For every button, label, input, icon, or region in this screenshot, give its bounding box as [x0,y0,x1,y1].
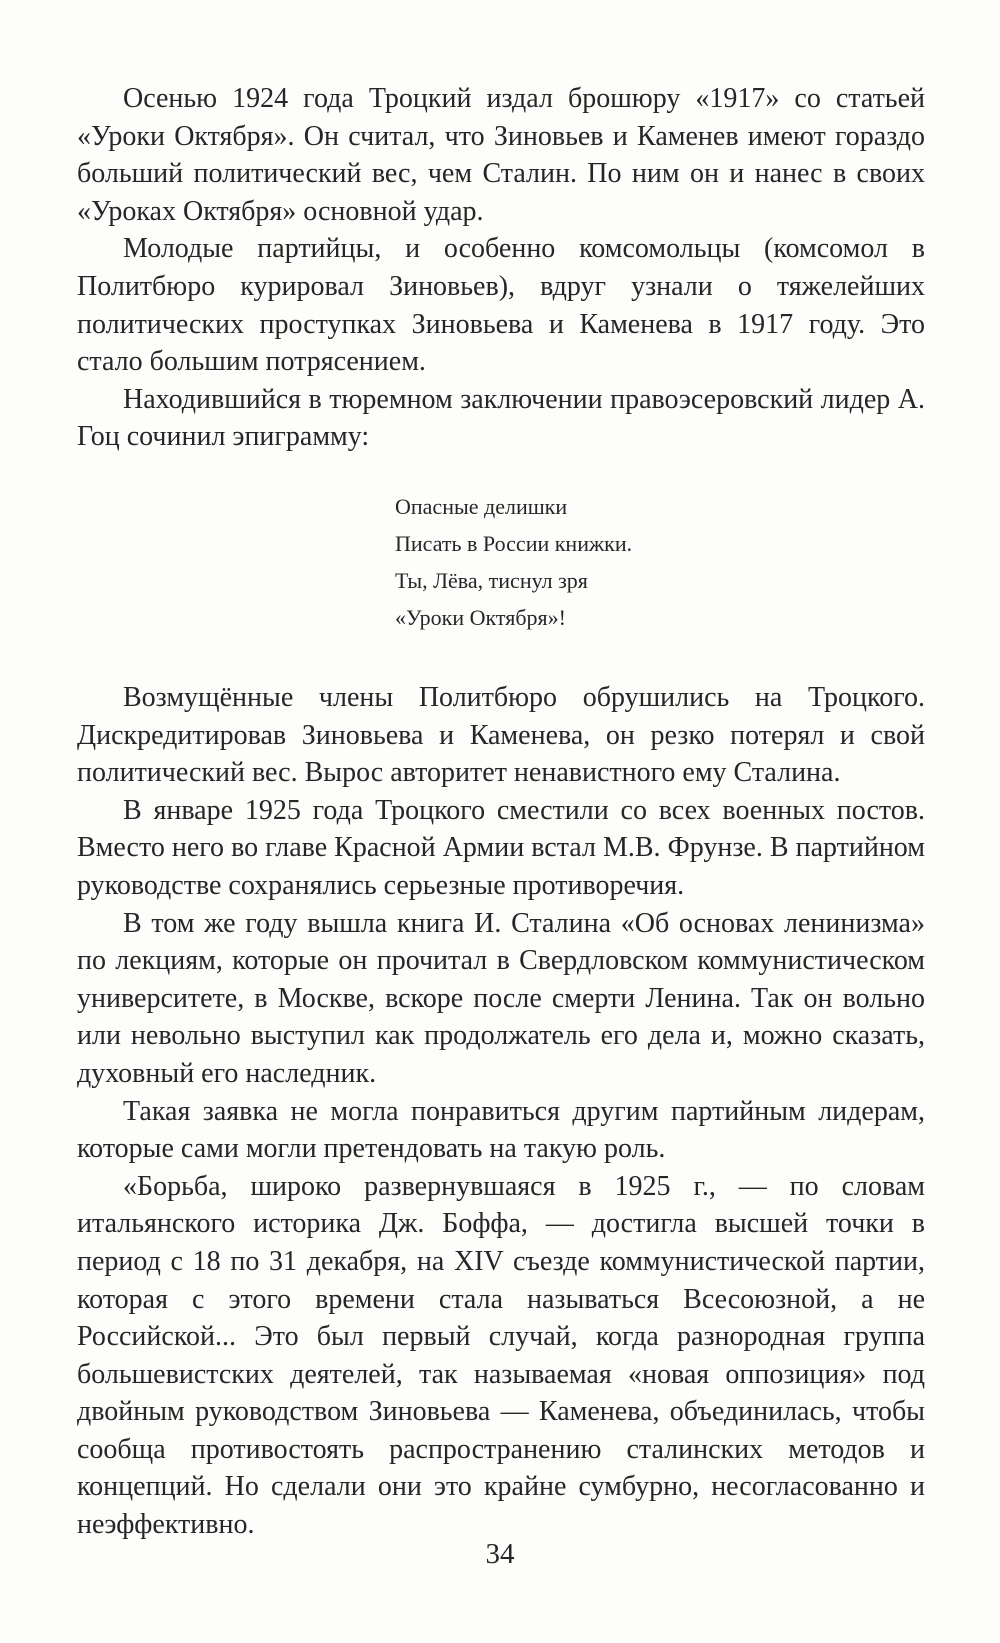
paragraph: Такая заявка не могла понравиться другим партийным лидерам, которые сами могли претендовать на такую роль. [77,1095,925,1165]
paragraph: В январе 1925 года Троцкого сместили со всех военных постов. Вместо него во главе Красной Армии встал М.В. Фрунзе. В партийном руководстве сохранялись серьезные противоречия. [77,794,925,901]
paragraph: Находившийся в тюремном заключении правоэсеровский лидер А. Гоц сочинил эпиграмму: [77,383,925,453]
verse-line: Ты, Лёва, тиснул зря [395,568,588,593]
verse-line: Писать в России книжки. [395,531,633,556]
paragraph: Молодые партийцы, и особенно комсомольцы (комсомол в Политбюро курировал Зиновьев), вдруг узнали о тяжелейших политических проступках Зиновьева и Каменева в 1917 году. Это стало большим потрясением. [77,233,925,378]
paragraph: Возмущённые члены Политбюро обрушились на Троцкого. Дискредитировав Зиновьева и Каменева, он резко потерял и свой политический вес. Вырос авторитет ненавистного ему Сталина. [77,682,925,789]
verse-line: «Уроки Октября»! [395,605,566,630]
epigram-verse [395,488,632,636]
paragraph: «Борьба, широко развернувшаяся в 1925 г., — по словам итальянского историка Дж. Боффа, — достигла высшей точки в период с 18 по 31 декабря, на XIV съезде коммунистической партии, которая с этого времени стала называться Всесоюзной, а не Российской... Это был первый случай, когда разнородная группа большевистских деятелей, так называемая «новая оппозиция» под двойным руководством Зиновьева — Каменева, объединилась, чтобы сообща противостоять распространению сталинских методов и концепций. Но сделали они это крайне сумбурно, несогласованно и неэффективно. [77,1170,925,1541]
paragraph: Осенью 1924 года Троцкий издал брошюру «1917» со статьей «Уроки Октября». Он считал, что Зиновьев и Каменев имеют гораздо больший политический вес, чем Сталин. По ним он и нанес в своих «Уроках Октября» основной удар. [77,83,925,227]
verse-line: Опасные делишки [395,494,568,519]
paragraph: В том же году вышла книга И. Сталина «Об основах ленинизма» по лекциям, которые он прочитал в Свердловском коммунистическом университете, в Москве, вскоре после смерти Ленина. Так он вольно или невольно выступил как продолжатель его дела и, можно сказать, духовный его наследник. [77,907,925,1089]
body-text-bottom [77,679,925,1544]
body-text-top [77,80,925,456]
page-number: 34 [485,1538,515,1570]
